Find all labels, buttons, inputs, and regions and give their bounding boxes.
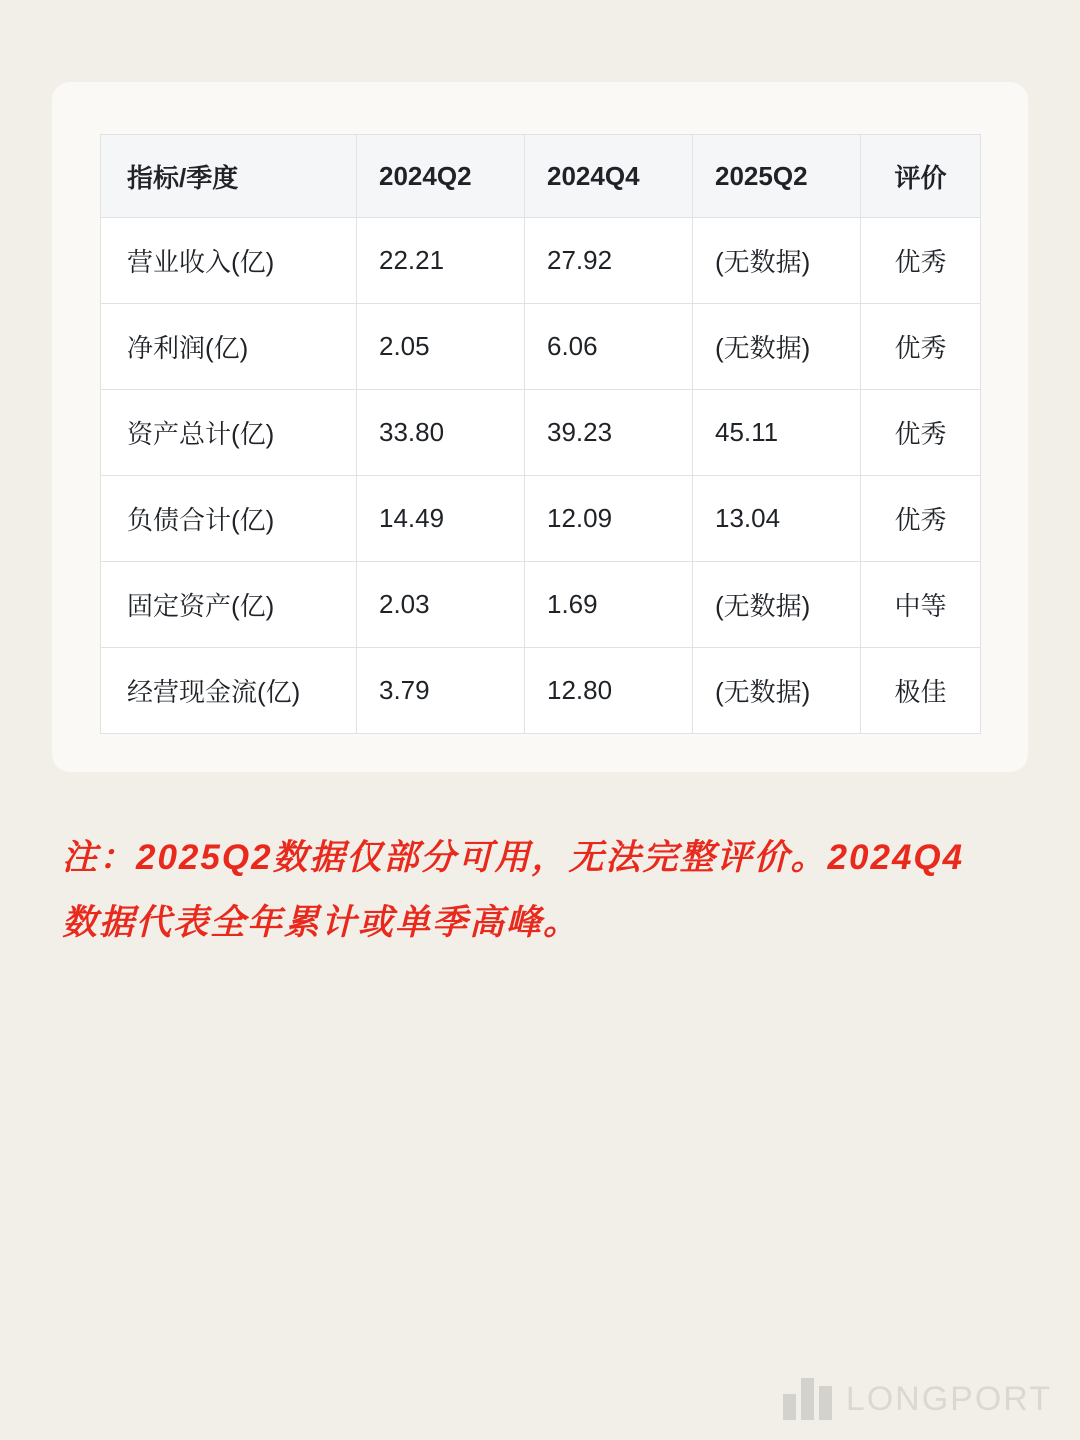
column-header-2024q4: 2024Q4: [525, 135, 693, 218]
cell-metric: 净利润(亿): [101, 304, 357, 390]
watermark: [783, 1378, 1052, 1420]
cell-metric: 资产总计(亿): [101, 390, 357, 476]
column-header-2024q2: 2024Q2: [357, 135, 525, 218]
cell-2024q2: 33.80: [357, 390, 525, 476]
cell-2024q2: 2.03: [357, 562, 525, 648]
cell-2024q4: 39.23: [525, 390, 693, 476]
cell-2025q2: (无数据): [693, 648, 861, 734]
cell-metric: 营业收入(亿): [101, 218, 357, 304]
table-row: [101, 218, 981, 304]
cell-rating: 优秀: [861, 304, 981, 390]
cell-2025q2: (无数据): [693, 218, 861, 304]
table-row: [101, 476, 981, 562]
cell-2024q2: 22.21: [357, 218, 525, 304]
table-header: [101, 135, 981, 218]
cell-2024q4: 12.09: [525, 476, 693, 562]
cell-2025q2: (无数据): [693, 304, 861, 390]
longport-logo-icon: [783, 1378, 832, 1420]
table-card: [52, 82, 1028, 772]
financial-table-wrapper: [100, 134, 980, 734]
cell-2024q2: 14.49: [357, 476, 525, 562]
cell-2024q4: 1.69: [525, 562, 693, 648]
cell-metric: 经营现金流(亿): [101, 648, 357, 734]
table-header-row: [101, 135, 981, 218]
cell-2024q2: 2.05: [357, 304, 525, 390]
financial-table: [100, 134, 981, 734]
footnote: 注：2025Q2数据仅部分可用，无法完整评价。2024Q4数据代表全年累计或单季高峰。: [62, 838, 965, 942]
cell-rating: 优秀: [861, 476, 981, 562]
cell-2024q4: 27.92: [525, 218, 693, 304]
cell-2025q2: 45.11: [693, 390, 861, 476]
table-row: [101, 390, 981, 476]
cell-rating: 中等: [861, 562, 981, 648]
table-row: [101, 304, 981, 390]
table-row: [101, 562, 981, 648]
cell-2024q4: 6.06: [525, 304, 693, 390]
cell-rating: 优秀: [861, 390, 981, 476]
cell-rating: 优秀: [861, 218, 981, 304]
cell-metric: 固定资产(亿): [101, 562, 357, 648]
cell-2024q2: 3.79: [357, 648, 525, 734]
cell-2025q2: 13.04: [693, 476, 861, 562]
cell-2024q4: 12.80: [525, 648, 693, 734]
cell-metric: 负债合计(亿): [101, 476, 357, 562]
cell-rating: 极佳: [861, 648, 981, 734]
watermark-label: LONGPORT: [845, 1379, 1052, 1418]
cell-2025q2: (无数据): [693, 562, 861, 648]
column-header-metric: 指标/季度: [101, 135, 357, 218]
table-row: [101, 648, 981, 734]
column-header-2025q2: 2025Q2: [693, 135, 861, 218]
table-body: [101, 218, 981, 734]
column-header-rating: 评价: [861, 135, 981, 218]
